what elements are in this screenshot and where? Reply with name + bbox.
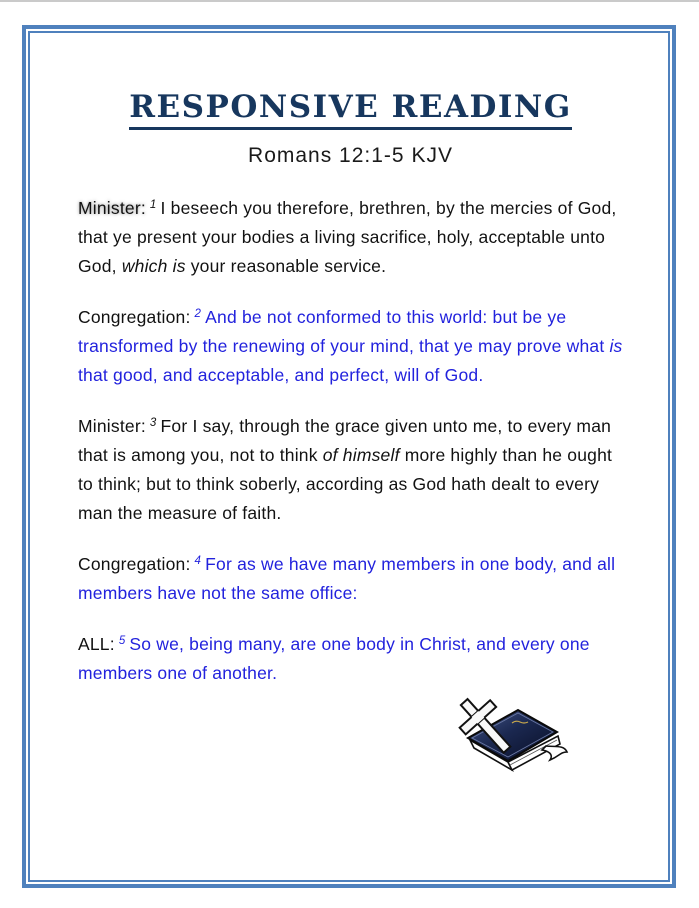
reading-paragraph: [78, 412, 623, 528]
speaker-label: Congregation:: [78, 553, 191, 574]
verse-text: And be not conformed to this world: but be ye transformed by the renewing of your mind, that ye may prove what is that good, and acceptable, and perfect, will of God.: [78, 306, 623, 385]
screen-top-edge: [0, 0, 699, 2]
verse-number: 2: [194, 307, 202, 320]
verse-number: 1: [149, 198, 157, 211]
speaker-label: ALL:: [78, 633, 115, 654]
speaker-label: Minister:: [78, 197, 146, 218]
verse-text: For as we have many members in one body, and all members have not the same office:: [78, 553, 616, 603]
reading-paragraph: [78, 630, 623, 688]
reading-paragraphs: [78, 194, 623, 688]
title-block: [78, 31, 623, 130]
verse-number: 3: [149, 416, 157, 429]
speaker-label: Minister:: [78, 415, 146, 436]
bible-with-cross-image: [450, 690, 572, 778]
reading-paragraph: [78, 194, 623, 281]
bookmark-ribbon: [542, 746, 567, 760]
page-title: RESPONSIVE READING: [129, 91, 571, 130]
reading-paragraph: [78, 303, 623, 390]
speaker-label: Congregation:: [78, 306, 191, 327]
reading-paragraph: [78, 550, 623, 608]
scripture-reference-subtitle: Romans 12:1-5 KJV: [248, 143, 453, 167]
verse-number: 4: [194, 554, 202, 567]
verse-number: 5: [118, 634, 126, 647]
verse-text: So we, being many, are one body in Christ, and every one members one of another.: [78, 633, 590, 683]
document-content: [78, 31, 623, 710]
verse-text: For I say, through the grace given unto me, to every man that is among you, not to think of himself more highly than he ought to think; but to think soberly, according as God hath dealt to every man the measure of faith.: [78, 415, 613, 523]
verse-text: I beseech you therefore, brethren, by the mercies of God, that ye present your bodies a living sacrifice, holy, acceptable unto God, which is your reasonable service.: [78, 197, 617, 276]
